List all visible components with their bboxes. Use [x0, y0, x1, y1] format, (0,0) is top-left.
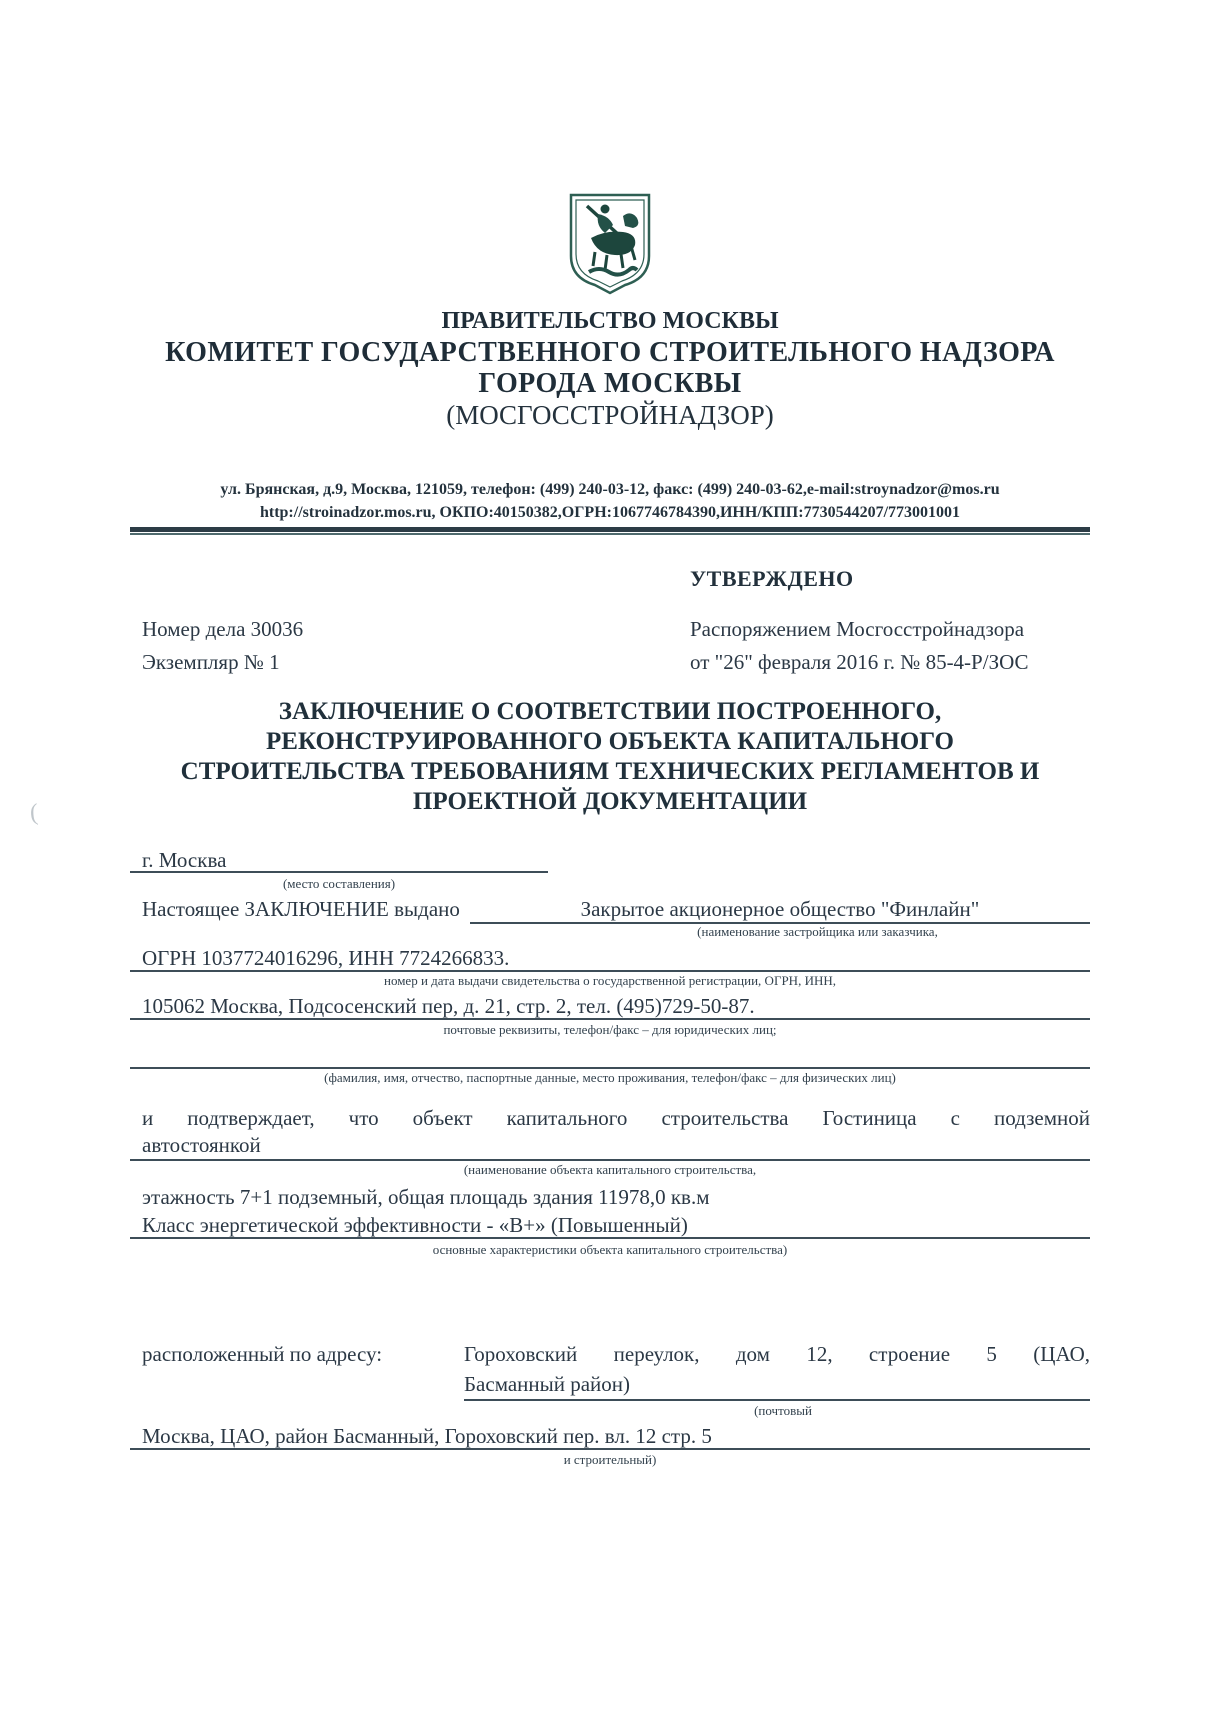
address-label: расположенный по адресу:: [142, 1342, 383, 1366]
emblem-wrap: [130, 0, 1090, 301]
committee-title: [130, 337, 1090, 399]
address-value-line1: Гороховский переулок, дом 12, строение 5 (ЦАО,: [464, 1342, 1090, 1366]
org-contact-line1: ул. Брянская, д.9, Москва, 121059, телефон: (499) 240-03-12, факс: (499) 240-03-62,e-mail:stroynadzor@mos.ru: [220, 481, 1000, 498]
issued-to-value: Закрытое акционерное общество "Финлайн": [470, 896, 1090, 924]
characteristics-line1: этажность 7+1 подземный, общая площадь здания 11978,0 кв.м: [142, 1185, 710, 1209]
copy-number: Экземпляр № 1: [142, 650, 280, 674]
confirmation-paragraph: [130, 1105, 1090, 1161]
address-line2: Москва, ЦАО, район Басманный, Гороховский пер. вл. 12 стр. 5: [130, 1424, 1090, 1450]
city-note: (место составления): [282, 876, 396, 891]
object-name-note: (наименование объекта капитального строительства,: [463, 1162, 757, 1177]
org-contact-line2: http://stroinadzor.mos.ru, ОКПО:40150382,ОГРН:1067746784390,ИНН/КПП:7730544207/773001001: [259, 504, 961, 521]
confirmation-line1: и подтверждает, что объект капитального строительства Гостиница с подземной: [142, 1106, 1090, 1130]
address-postal-note: (почтовый: [754, 1403, 812, 1418]
org-short-name: (МОСГОССТРОЙНАДЗОР): [446, 400, 774, 430]
document-title-line2: РЕКОНСТРУИРОВАННОГО ОБЪЕКТА КАПИТАЛЬНОГО: [266, 728, 954, 755]
issued-note: (наименование застройщика или заказчика,: [697, 924, 938, 939]
case-number: Номер дела 30036: [142, 617, 304, 641]
scan-artifact: (: [29, 799, 39, 827]
document-title-line3: СТРОИТЕЛЬСТВА ТРЕБОВАНИЯМ ТЕХНИЧЕСКИХ РЕГЛАМЕНТОВ И: [180, 758, 1040, 785]
case-info: [142, 613, 303, 679]
header-divider-rule: [130, 527, 1090, 535]
ogrn-note: номер и дата выдачи свидетельства о государственной регистрации, ОГРН, ИНН,: [383, 973, 836, 988]
confirmation-line2: автостоянкой: [142, 1133, 261, 1157]
address-construction-note: и строительный): [563, 1452, 657, 1467]
postal-field: 105062 Москва, Подсосенский пер, д. 21, стр. 2, тел. (495)729-50-87.: [130, 995, 1090, 1020]
document-title-line4: ПРОЕКТНОЙ ДОКУМЕНТАЦИИ: [412, 788, 808, 815]
person-empty-field: [130, 1041, 1090, 1069]
org-contacts: [130, 478, 1090, 524]
moscow-coat-of-arms-icon: [567, 192, 653, 296]
person-note: (фамилия, имя, отчество, паспортные данные, место проживания, телефон/факс – для физических лиц): [324, 1070, 896, 1085]
order-info: [690, 613, 1090, 679]
address-value: [464, 1339, 1090, 1401]
document-title-line1: ЗАКЛЮЧЕНИЕ О СООТВЕТСТВИИ ПОСТРОЕННОГО,: [278, 698, 942, 725]
postal-note: почтовые реквизиты, телефон/факс – для юридических лиц;: [443, 1022, 777, 1037]
committee-title-line1: КОМИТЕТ ГОСУДАРСТВЕННОГО СТРОИТЕЛЬНОГО НАДЗОРА: [165, 337, 1055, 368]
issued-label: Настоящее ЗАКЛЮЧЕНИЕ выдано: [142, 897, 460, 921]
case-and-order-row: [130, 613, 1090, 679]
city-field: г. Москва: [130, 849, 548, 873]
issued-row: [130, 896, 1090, 924]
characteristics-note: основные характеристики объекта капитального строительства): [432, 1242, 788, 1257]
address-value-line2: Басманный район): [464, 1372, 631, 1396]
document-title: [130, 697, 1090, 817]
government-title: ПРАВИТЕЛЬСТВО МОСКВЫ: [441, 308, 779, 334]
committee-title-line2: ГОРОДА МОСКВЫ: [478, 368, 742, 399]
address-row: [130, 1339, 1090, 1401]
approved-stamp-label: УТВЕРЖДЕНО: [690, 566, 854, 591]
ogrn-inn-field: ОГРН 1037724016296, ИНН 7724266833.: [130, 947, 1090, 972]
document-content: [130, 0, 1090, 1467]
order-line2: от "26" февраля 2016 г. № 85-4-Р/ЗОС: [690, 650, 1029, 674]
characteristics-line2: Класс энергетической эффективности - «В+» (Повышенный): [130, 1213, 1090, 1239]
order-line1: Распоряжением Мосгосстройнадзора: [690, 617, 1025, 641]
